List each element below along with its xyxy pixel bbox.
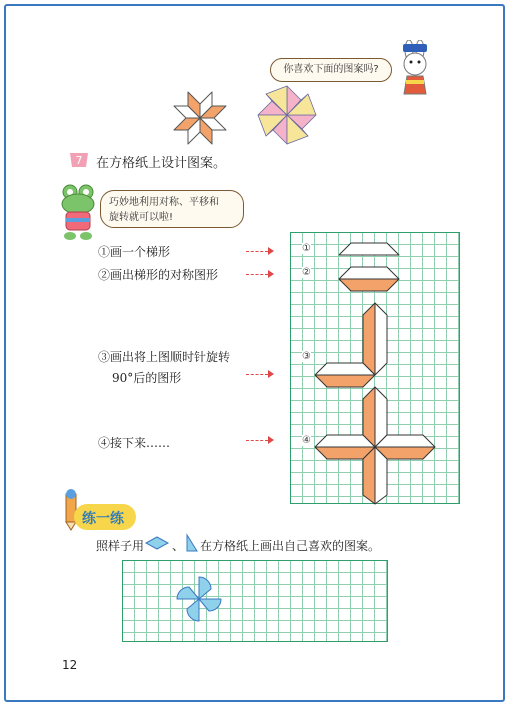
example-pinwheel-drawing	[123, 561, 389, 643]
step-4-label: ④接下来……	[98, 436, 171, 450]
question-bubble	[270, 58, 392, 82]
trapezoid-reflected	[339, 279, 399, 291]
rhombus-shape-icon	[144, 535, 170, 551]
grid-marker-3: ③	[302, 351, 311, 362]
step-2-arrow	[246, 274, 268, 275]
exercise-separator: 、	[172, 539, 185, 553]
pinwheel-blade-1	[199, 577, 211, 599]
grid-marker-4: ④	[302, 435, 311, 446]
task-number: 7	[75, 154, 83, 167]
trapezoid-pinwheel-figure	[160, 85, 240, 151]
step-3-arrow	[246, 374, 268, 375]
tip-line-1: 巧妙地利用对称、平移和	[109, 197, 219, 208]
page-number: 12	[62, 658, 78, 672]
pinwheel-blade-2	[199, 599, 221, 611]
step3-trapezoid-lower	[315, 375, 375, 387]
step-1-arrow	[246, 251, 268, 252]
tip-bubble	[100, 190, 244, 228]
exercise-title: 练一练	[82, 511, 124, 527]
exercise-instruction-suffix: 在方格纸上画出自己喜欢的图案。	[200, 539, 381, 553]
rotated-trapezoid-a	[375, 303, 387, 375]
question-text: 你喜欢下面的图案吗?	[283, 64, 379, 75]
task-title: 在方格纸上设计图案。	[96, 156, 227, 171]
rabbit-mascot-icon	[393, 40, 443, 100]
step-2-label: ②画出梯形的对称图形	[98, 268, 219, 282]
triangle-pinwheel-figure	[256, 84, 318, 146]
grid-marker-2: ②	[302, 267, 311, 278]
trapezoid-steps-drawing	[291, 233, 461, 505]
grid-marker-1: ①	[302, 243, 311, 254]
step-4-arrow	[246, 440, 268, 441]
frog-mascot-icon	[54, 182, 102, 244]
triangle-shape-icon	[184, 533, 198, 553]
step-3-label: ③画出将上图顺时针旋转	[98, 350, 231, 364]
design-grid	[290, 232, 460, 504]
exercise-instruction-prefix: 照样子用	[96, 539, 145, 553]
step-1-label: ①画一个梯形	[98, 245, 171, 259]
step-3-label-line2: 90°后的图形	[112, 371, 182, 385]
trapezoid-shape	[339, 243, 399, 255]
pinwheel-blade-4	[177, 587, 199, 599]
exercise-grid	[122, 560, 388, 642]
trapezoid-upper	[339, 267, 399, 279]
task-badge-icon	[68, 151, 90, 169]
pinwheel-blade-3	[187, 599, 199, 621]
tip-line-2: 旋转就可以啦!	[109, 212, 174, 223]
